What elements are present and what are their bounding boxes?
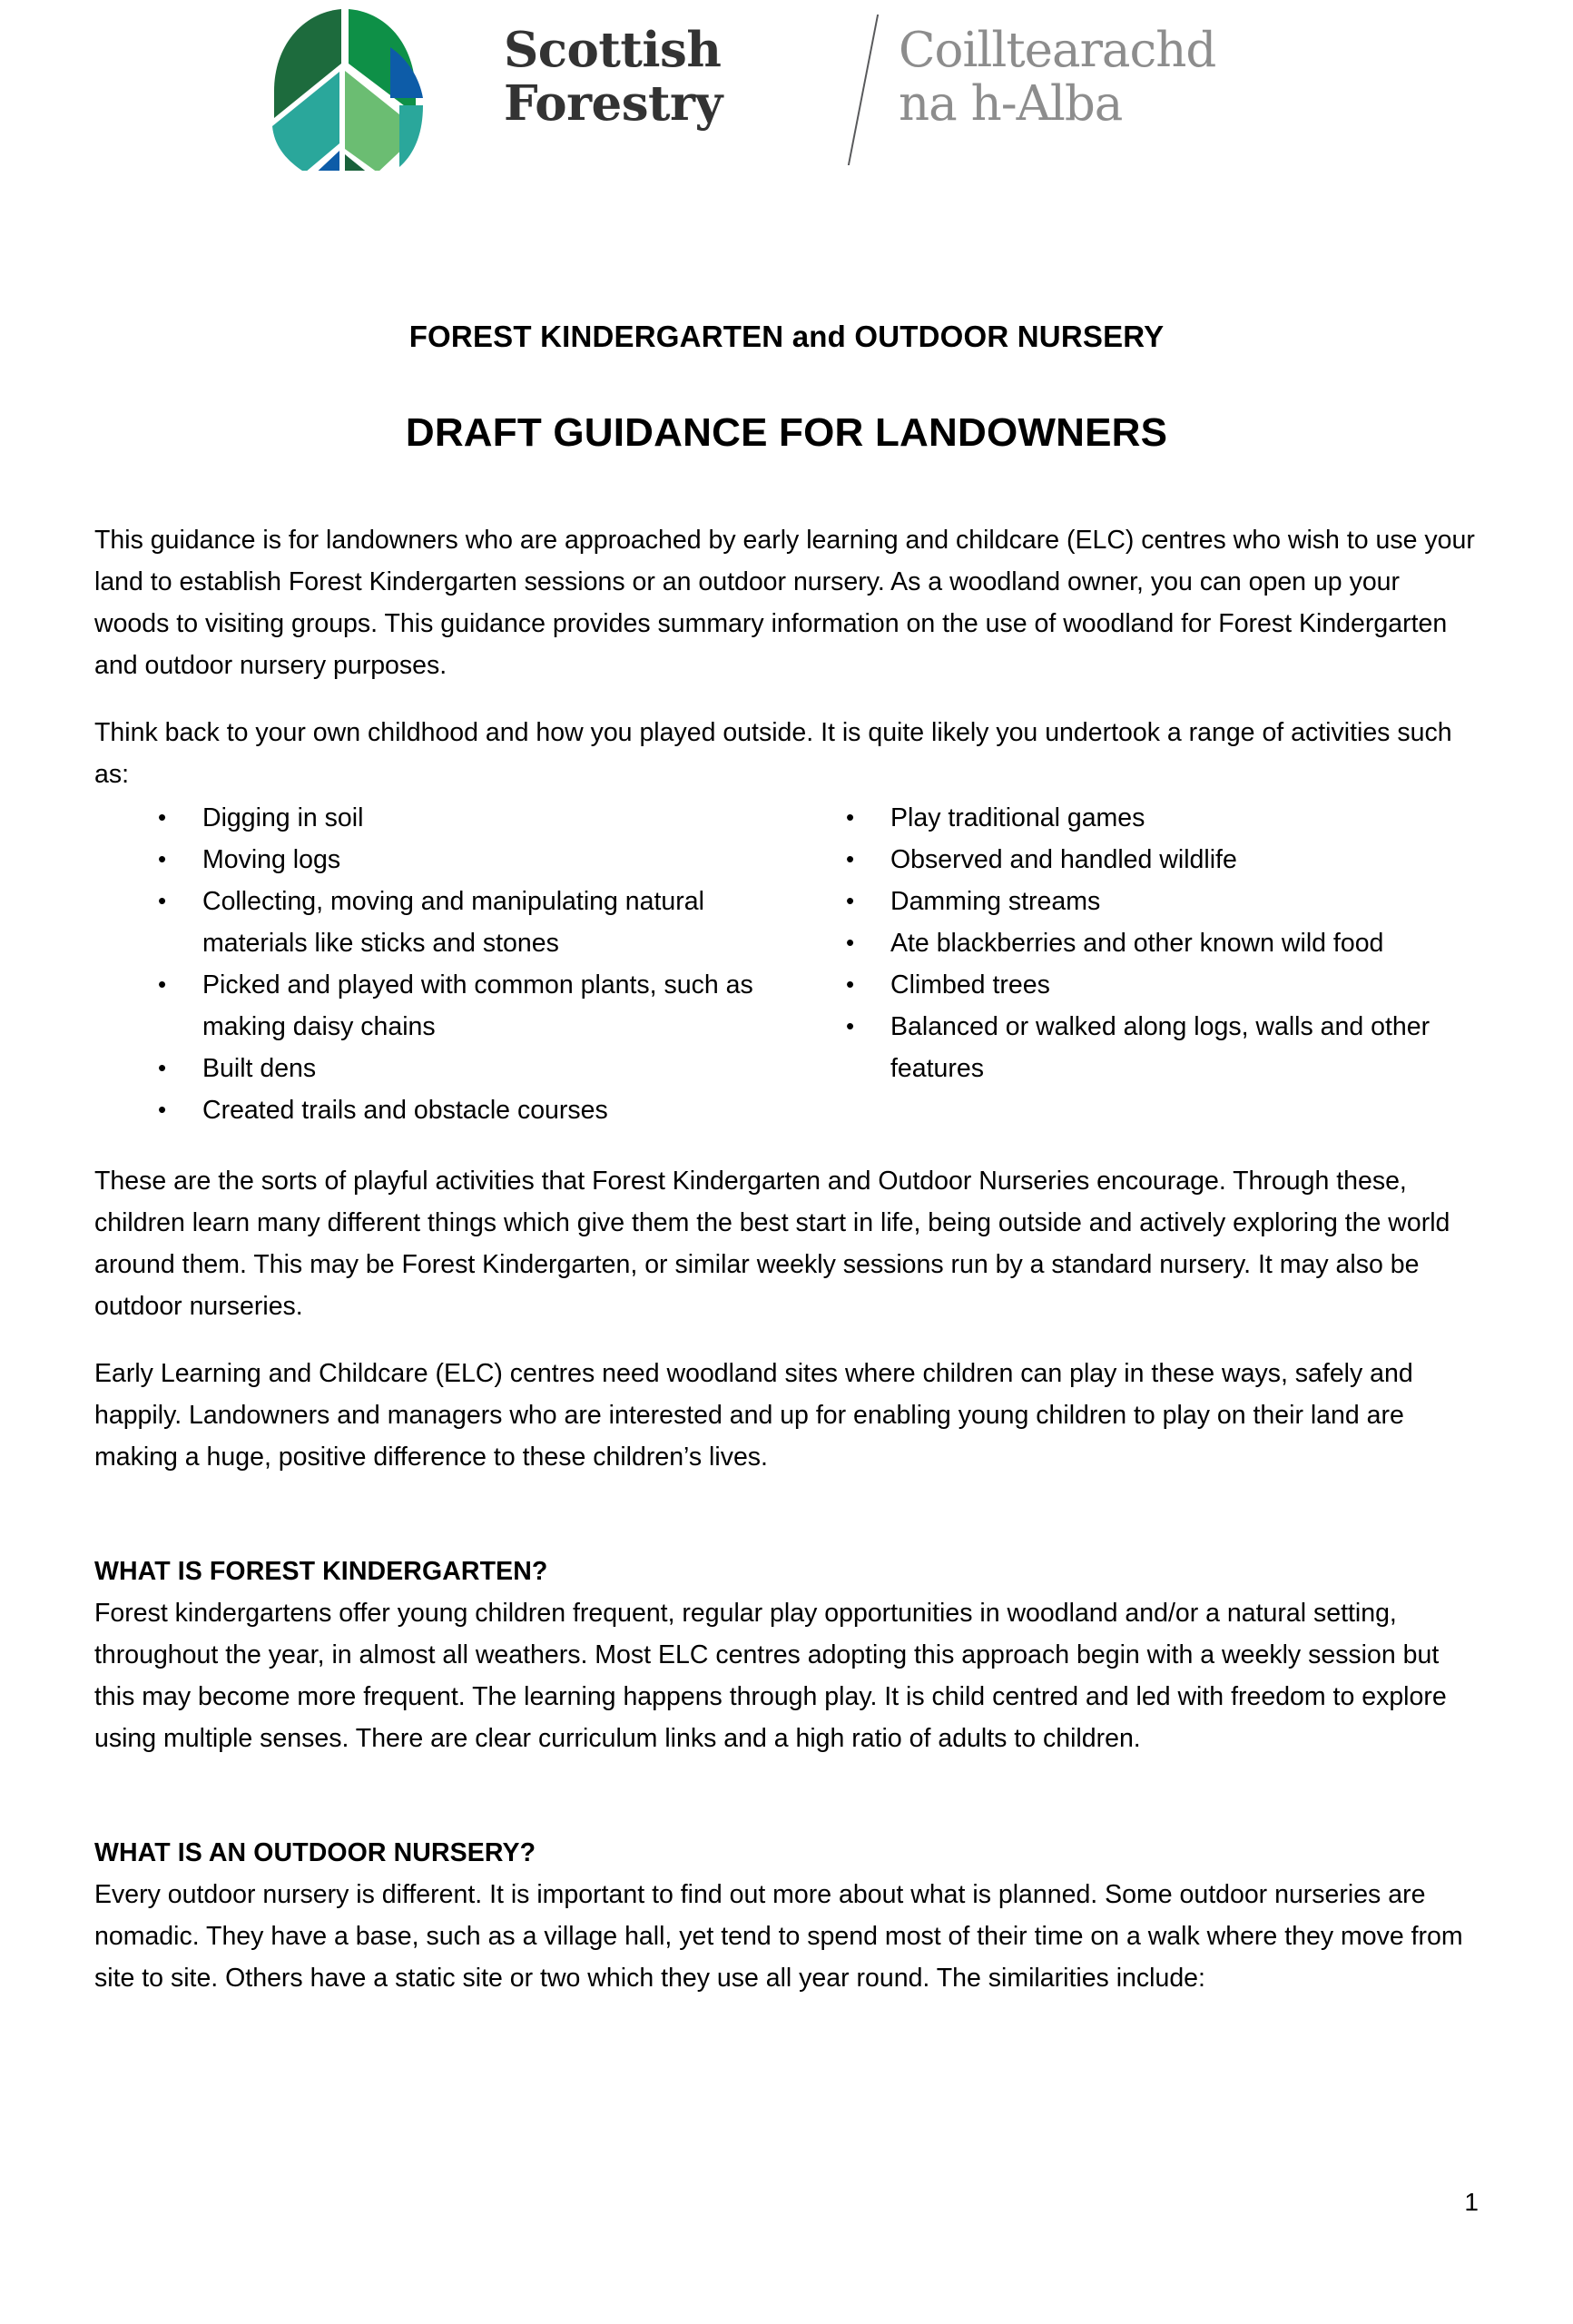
document-subtitle: FOREST KINDERGARTEN and OUTDOOR NURSERY — [408, 320, 1165, 353]
list-item: • Created trails and obstacle courses — [154, 1089, 788, 1131]
lead-in-paragraph: Think back to your own childhood and how you played outside. It is quite likely you undertook a range of activities such as: — [94, 718, 1452, 789]
paragraph-outdoor-nursery: Every outdoor nursery is different. It is important to find out more about what is planned. Some outdoor nurseries are nomadic. They have a base, such as a village hall, yet tend to spend most of their time on a walk where they move from site to site. Others have a static site or two which they use all year round. The similarities include: — [94, 1880, 1463, 1993]
list-item: • Picked and played with common plants, such as making daisy chains — [154, 964, 788, 1048]
heading-what-is-forest-kindergarten: WHAT IS FOREST KINDERGARTEN? — [94, 1557, 548, 1586]
list-item: • Damming streams — [842, 881, 1481, 922]
bullet-column-right — [788, 797, 1481, 1131]
heading-what-is-an-outdoor-nursery: WHAT IS AN OUTDOOR NURSERY? — [94, 1838, 536, 1867]
logo-gaelic-line1: Coilltearachd — [899, 23, 1216, 78]
logo-wordmark-line1: Scottish — [504, 22, 722, 78]
paragraph-elc-centres: Early Learning and Childcare (ELC) centres need woodland sites where children can play in these ways, safely and happily. Landowners and managers who are interested and up for enabling young children to play on their land are making a huge, positive difference to these children’s lives. — [94, 1359, 1413, 1472]
forestry-leaf-logo-icon — [263, 7, 431, 171]
spacer — [94, 1503, 1481, 1551]
spacer — [94, 1785, 1481, 1832]
list-item: • Ate blackberries and other known wild food — [842, 922, 1481, 964]
list-item: • Climbed trees — [842, 964, 1481, 1006]
list-item: • Observed and handled wildlife — [842, 839, 1481, 881]
paragraph-forest-kindergarten: Forest kindergartens offer young children frequent, regular play opportunities in woodland and/or a natural setting, throughout the year, in almost all weathers. Most ELC centres adopting this approach begin with a weekly session but this may become more frequent. The learning happens through play. It is child centred and led with freedom to explore using multiple senses. There are clear curriculum links and a high ratio of adults to children. — [94, 1599, 1447, 1753]
bullets-right — [842, 797, 1481, 1089]
logo-wordmark — [504, 24, 849, 132]
intro-paragraph: This guidance is for landowners who are approached by early learning and childcare (ELC) centres who wish to use your land to establish Forest Kindergarten sessions or an outdoor nursery. As a woodland owner, you can open up your woods to visiting groups. This guidance provides summary information on the use of woodland for Forest Kindergarten and outdoor nursery purposes. — [94, 526, 1475, 680]
logo-divider — [848, 15, 879, 165]
logo-gaelic-wordmark — [899, 24, 1371, 132]
bullets-left — [154, 797, 788, 1131]
page-title: DRAFT GUIDANCE FOR LANDOWNERS — [405, 410, 1168, 455]
bullet-column-left — [94, 797, 788, 1131]
list-item: • Digging in soil — [154, 797, 788, 839]
page-number: 1 — [1464, 2188, 1479, 2216]
logo-wordmark-line2: Forestry — [504, 75, 723, 133]
scottish-forestry-logo — [263, 7, 1362, 171]
list-item: • Built dens — [154, 1048, 788, 1089]
list-item: • Play traditional games — [842, 797, 1481, 839]
list-item: • Collecting, moving and manipulating natural materials like sticks and stones — [154, 881, 788, 964]
childhood-activities-list — [94, 797, 1481, 1131]
spacer — [94, 1131, 1481, 1160]
list-item: • Moving logs — [154, 839, 788, 881]
paragraph-playful-activities: These are the sorts of playful activities that Forest Kindergarten and Outdoor Nurseries encourage. Through these, children learn many different things which give them the best start in life, being outside and actively exploring the world around them. This may be Forest Kindergarten, or similar weekly sessions run by a standard nursery. It may also be outdoor nurseries. — [94, 1167, 1450, 1321]
logo-gaelic-line2: na h-Alba — [899, 76, 1123, 133]
document-body — [94, 519, 1481, 2024]
list-item: • Balanced or walked along logs, walls and other features — [842, 1006, 1481, 1089]
